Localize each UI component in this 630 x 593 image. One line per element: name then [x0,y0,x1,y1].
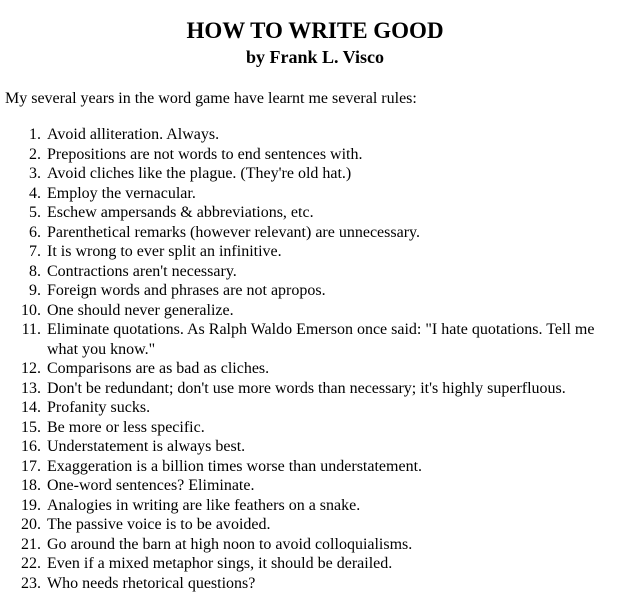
rule-item: 3. Avoid cliches like the plague. (They're old hat.) [45,164,625,184]
rule-item: 15. Be more or less specific. [45,418,625,438]
rule-item: 20. The passive voice is to be avoided. [45,515,625,535]
rule-item: 21. Go around the barn at high noon to avoid colloquialisms. [45,535,625,555]
rule-item: 11. Eliminate quotations. As Ralph Waldo Emerson once said: "I hate quotations. Tell me what you know." [45,320,625,359]
rule-item: 17. Exaggeration is a billion times worse than understatement. [45,457,625,477]
rule-item: 1. Avoid alliteration. Always. [45,125,625,145]
rule-item: 23. Who needs rhetorical questions? [45,574,625,593]
rule-item: 7. It is wrong to ever split an infinitive. [45,242,625,262]
byline: by Frank L. Visco [245,47,385,68]
rule-item: 10. One should never generalize. [45,301,625,321]
rule-item: 5. Eschew ampersands & abbreviations, etc. [45,203,625,223]
rule-item: 6. Parenthetical remarks (however relevant) are unnecessary. [45,223,625,243]
rule-item: 14. Profanity sucks. [45,398,625,418]
rule-item: 8. Contractions aren't necessary. [45,262,625,282]
rule-item: 13. Don't be redundant; don't use more words than necessary; it's highly superfluous. [45,379,625,399]
rule-item: 4. Employ the vernacular. [45,184,625,204]
rule-item: 22. Even if a mixed metaphor sings, it should be derailed. [45,554,625,574]
rule-item: 16. Understatement is always best. [45,437,625,457]
rule-item: 19. Analogies in writing are like feathers on a snake. [45,496,625,516]
intro-text: My several years in the word game have learnt me several rules: [5,90,417,108]
page-title: HOW TO WRITE GOOD [186,18,444,43]
rules-list [5,125,625,593]
rule-item: 2. Prepositions are not words to end sentences with. [45,145,625,165]
rule-item: 18. One-word sentences? Eliminate. [45,476,625,496]
rule-item: 9. Foreign words and phrases are not apropos. [45,281,625,301]
rule-item: 12. Comparisons are as bad as cliches. [45,359,625,379]
